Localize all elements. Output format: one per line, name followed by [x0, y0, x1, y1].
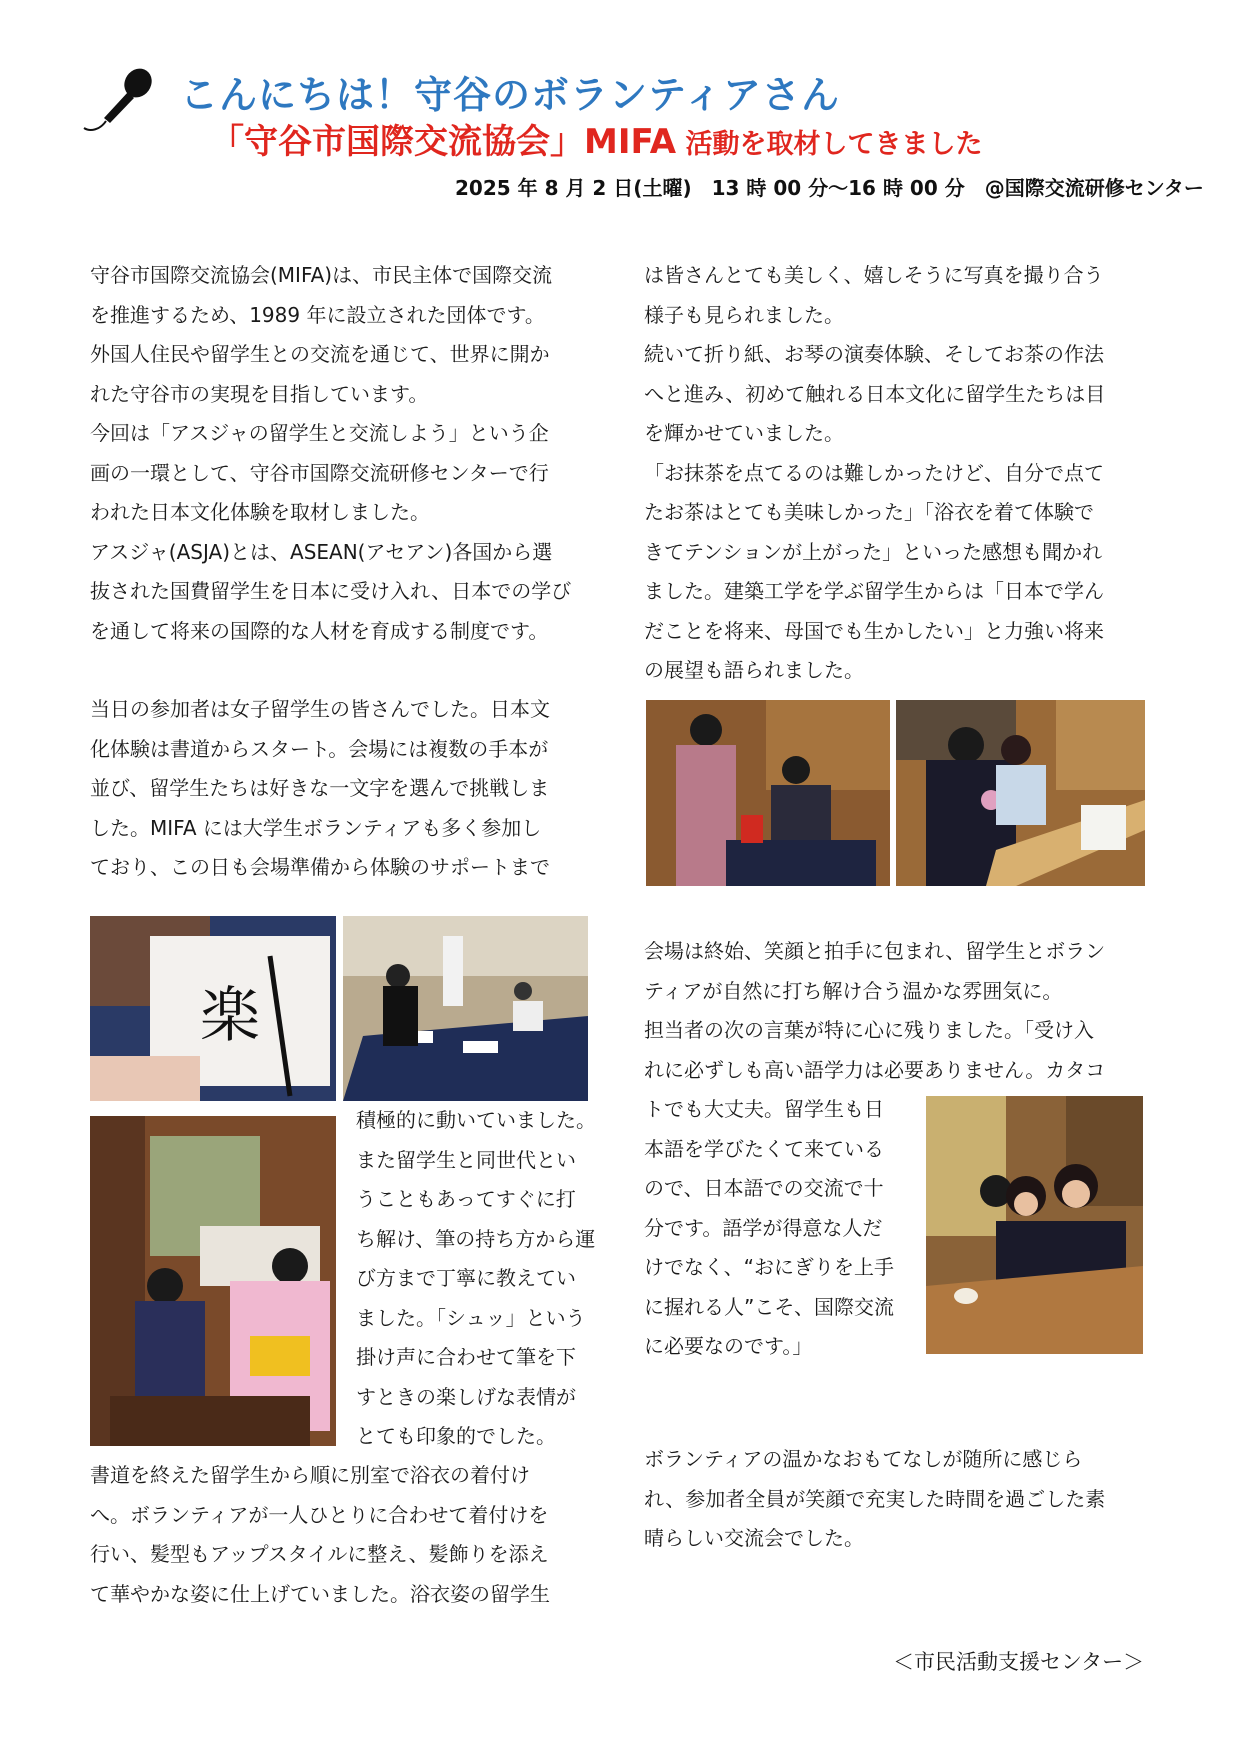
text-line: を通して将来の国際的な人材を育成する制度です。 [90, 618, 549, 643]
text-line: 外国人住民や留学生との交流を通じて、世界に開か [90, 342, 550, 366]
text-line: たお茶はとても美味しかった」「浴衣を着て体験で [644, 500, 1094, 524]
text-line: われた日本文化体験を取材しました。 [90, 500, 430, 524]
text-line: ち解け、筆の持ち方から運 [356, 1226, 596, 1251]
text-line: 担当者の次の言葉が特に心に残りました。「受け入 [644, 1018, 1094, 1042]
right-text-block-4 [644, 1440, 1105, 1559]
text-line: また留学生と同世代とい [356, 1147, 576, 1172]
text-line: 抜された国費留学生を日本に受け入れ、日本での学び [90, 579, 572, 603]
text-line: れた守谷市の実現を目指しています。 [90, 381, 429, 406]
right-text-block-3 [644, 1090, 894, 1367]
text-line: すときの楽しげな表情が [356, 1384, 576, 1409]
left-text-block-4 [90, 1456, 550, 1614]
text-line: へと進み、初めて触れる日本文化に留学生たちは目 [644, 381, 1106, 406]
text-line: 続いて折り紙、お琴の演奏体験、そしてお茶の作法 [644, 342, 1104, 366]
text-line: 化体験は書道からスタート。会場には複数の手本が [90, 736, 549, 761]
text-line: へ。ボランティアが一人ひとりに合わせて着付けを [90, 1502, 549, 1527]
text-line: アスジャ(ASJA)とは、ASEAN(アセアン)各国から選 [90, 539, 553, 564]
text-line: だことを将来、母国でも生かしたい」と力強い将来 [644, 618, 1104, 643]
text-line: 行い、髪型もアップスタイルに整え、髪飾りを添え [90, 1542, 549, 1566]
microphone-icon [82, 66, 158, 138]
koto-performance-photo [896, 700, 1145, 886]
text-line: とても印象的でした。 [356, 1424, 556, 1448]
text-line: れ、参加者全員が笑顔で充実した時間を過ごした素 [644, 1486, 1106, 1511]
subtitle-main: 「守谷市国際交流協会」MIFA [210, 122, 677, 162]
calligraphy-photo [90, 916, 336, 1101]
text-line: を輝かせていました。 [644, 421, 844, 445]
calligraphy-room-photo [343, 916, 588, 1101]
text-line: けでなく、“おにぎりを上手 [644, 1255, 894, 1279]
text-line: ました。「シュッ」という [356, 1305, 586, 1330]
text-line: て華やかな姿に仕上げていました。浴衣姿の留学生 [90, 1581, 550, 1606]
text-line: 「お抹茶を点てるのは難しかったけど、自分で点て [644, 460, 1104, 485]
text-line: 積極的に動いていました。 [356, 1108, 596, 1132]
right-text-block-2 [644, 932, 1105, 1090]
left-text-block-1 [90, 256, 571, 651]
tea-ceremony-photo [646, 700, 890, 886]
text-line: れに必ずしも高い語学力は必要ありません。カタコ [644, 1057, 1106, 1082]
tea-students-photo [926, 1096, 1143, 1354]
credit-line: ＜市民活動支援センター＞ [893, 1650, 1145, 1674]
text-line: した。MIFA には大学生ボランティアも多く参加し [90, 815, 542, 840]
text-line: に必要なのです。」 [644, 1334, 813, 1358]
right-text-block-1 [644, 256, 1105, 691]
page-subtitle [210, 114, 983, 163]
left-text-block-2 [90, 690, 550, 888]
text-line: トでも大丈夫。留学生も日 [644, 1097, 884, 1121]
text-line: に握れる人”こそ、国際交流 [644, 1294, 894, 1319]
subtitle-small: 活動を取材してきました [676, 129, 983, 160]
text-line: 本語を学びたくて来ている [644, 1136, 884, 1161]
text-line: 晴らしい交流会でした。 [644, 1526, 864, 1550]
text-line: ボランティアの温かなおもてなしが随所に感じら [644, 1447, 1083, 1471]
text-line: 会場は終始、笑顔と拍手に包まれ、留学生とボラン [644, 939, 1106, 963]
text-line: ので、日本語での交流で十 [644, 1176, 884, 1200]
text-line: を推進するため、1989 年に設立された団体です。 [90, 302, 545, 327]
text-line: 分です。語学が得意な人だ [644, 1215, 883, 1240]
text-line: 画の一環として、守谷市国際交流研修センターで行 [90, 460, 549, 485]
text-line: 様子も見られました。 [644, 302, 844, 327]
text-line: は皆さんとても美しく、嬉しそうに写真を撮り合う [644, 263, 1104, 287]
text-line: うこともあってすぐに打 [356, 1187, 576, 1211]
text-line: 守谷市国際交流協会(MIFA)は、市民主体で国際交流 [90, 263, 553, 287]
text-line: ました。建築工学を学ぶ留学生からは「日本で学ん [644, 579, 1104, 603]
text-line: きてテンションが上がった」といった感想も聞かれ [644, 539, 1103, 564]
date-line: 2025 年 8 月 2 日(土曜) 13 時 00 分～16 時 00 分 @国際交流研修センター [455, 176, 1204, 200]
text-line: 並び、留学生たちは好きな一文字を選んで挑戦しま [90, 776, 550, 800]
text-line: ティアが自然に打ち解け合う温かな雰囲気に。 [644, 978, 1063, 1003]
text-line: 書道を終えた留学生から順に別室で浴衣の着付け [90, 1463, 530, 1487]
left-text-block-3 [356, 1101, 596, 1457]
text-line: 今回は「アスジャの留学生と交流しよう」という企 [90, 421, 549, 445]
text-line: 掛け声に合わせて筆を下 [356, 1345, 576, 1369]
text-line: 当日の参加者は女子留学生の皆さんでした。日本文 [90, 697, 550, 721]
yukata-students-photo [90, 1116, 336, 1446]
page-title: こんにちは！守谷のボランティアさん [180, 73, 840, 117]
text-line: の展望も語られました。 [644, 658, 864, 682]
text-line: び方まで丁寧に教えてい [356, 1266, 576, 1290]
text-line: ており、この日も会場準備から体験のサポートまで [90, 855, 550, 879]
svg-text:楽: 楽 [200, 981, 260, 1051]
